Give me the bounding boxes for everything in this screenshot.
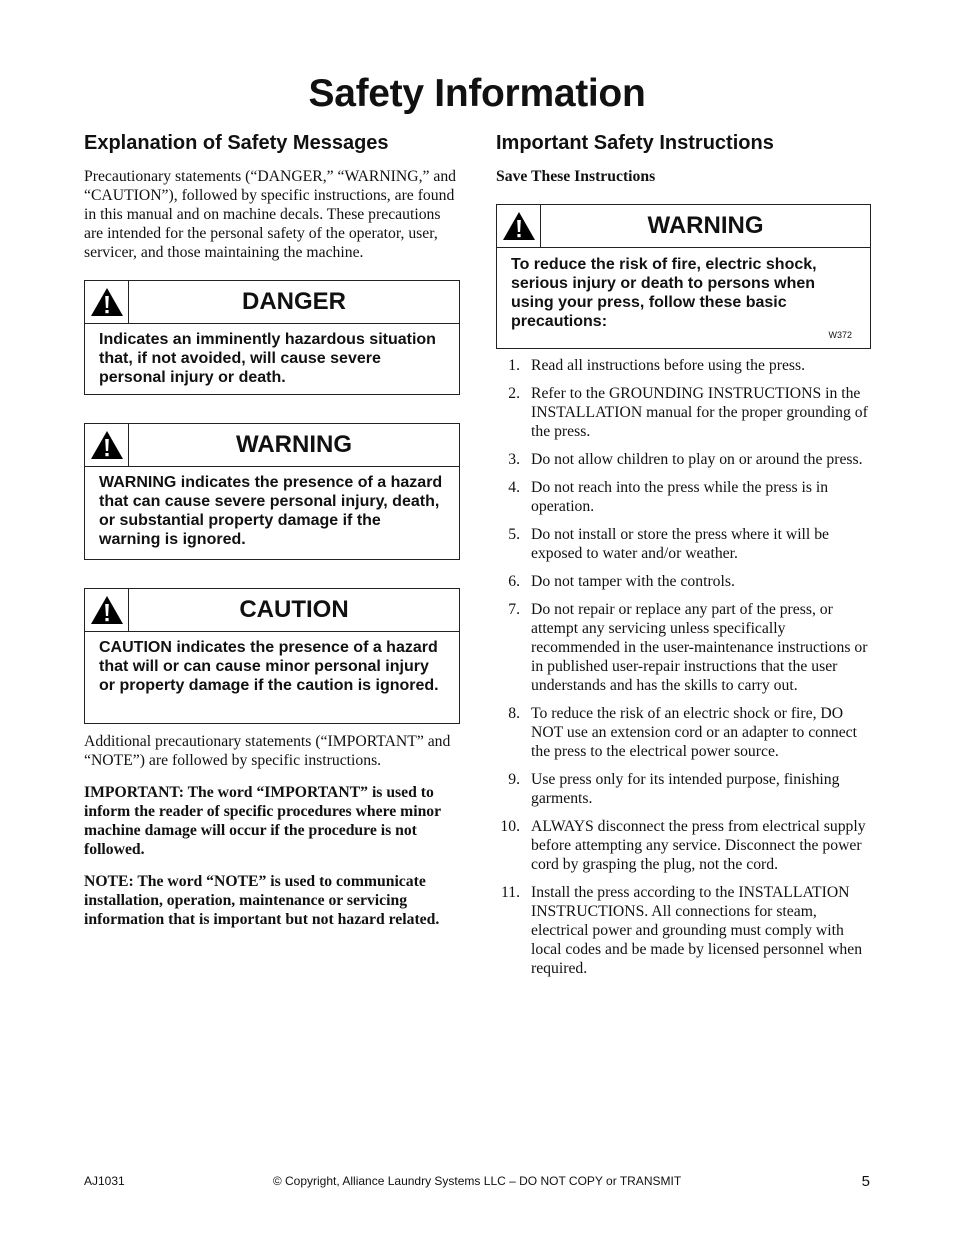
list-item	[496, 478, 872, 516]
list-item-text: Do not tamper with the controls.	[531, 573, 735, 590]
page-title: Safety Information	[308, 72, 646, 115]
additional-paragraph: Additional precautionary statements (“IMPORTANT” and “NOTE”) are followed by specific instructions.	[84, 733, 451, 769]
caution-header	[85, 589, 459, 632]
list-item	[496, 525, 872, 563]
list-item-text: Do not allow children to play on or around the press.	[531, 451, 863, 468]
list-item-number: 11.	[500, 884, 520, 901]
section-heading-explanation: Explanation of Safety Messages	[84, 132, 389, 154]
danger-label: DANGER	[241, 288, 346, 315]
list-item	[496, 883, 872, 978]
warning-triangle-icon	[85, 281, 129, 323]
list-item-text: Do not install or store the press where it will be exposed to water and/or weather.	[531, 526, 830, 562]
instructions-list	[496, 356, 872, 978]
danger-text: Indicates an imminently hazardous situation that, if not avoided, will cause severe personal injury or death.	[99, 331, 436, 386]
warning-triangle-icon	[85, 424, 129, 466]
list-item-text: To reduce the risk of an electric shock or fire, DO NOT use an extension cord or an adapter to connect the press to the electrical power source.	[531, 705, 857, 760]
danger-box	[84, 280, 460, 395]
list-item-text: Do not reach into the press while the press is in operation.	[531, 479, 829, 515]
list-item-number: 6.	[508, 573, 520, 590]
list-item-number: 5.	[508, 526, 520, 543]
list-item	[496, 384, 872, 441]
instructions-warning-header	[497, 205, 870, 248]
list-item-number: 4.	[508, 479, 520, 496]
list-item-text: Use press only for its intended purpose, finishing garments.	[531, 771, 840, 807]
list-item-number: 10.	[500, 818, 520, 835]
instructions-warning-label: WARNING	[647, 212, 764, 239]
caution-text: CAUTION indicates the presence of a hazard that will or can cause minor personal injury or property damage if the caution is ignored.	[99, 639, 439, 694]
copyright-notice: © Copyright, Alliance Laundry Systems LLC – DO NOT COPY or TRANSMIT	[272, 1174, 682, 1188]
list-item-text: ALWAYS disconnect the press from electrical supply before attempting any service. Disconnect the power cord by grasping the plug, not the cord.	[531, 818, 866, 873]
right-column	[496, 132, 872, 987]
list-item	[496, 450, 872, 469]
list-item	[496, 600, 872, 695]
caution-label: CAUTION	[239, 596, 349, 623]
doc-id: AJ1031	[84, 1174, 125, 1188]
left-column	[84, 132, 460, 929]
warning-text: WARNING indicates the presence of a hazard that can cause severe personal injury, death, or substantial property damage if the warning is ignored.	[99, 474, 443, 548]
list-item	[496, 572, 872, 591]
list-item	[496, 817, 872, 874]
intro-paragraph: Precautionary statements (“DANGER,” “WARNING,” and “CAUTION”), followed by specific instructions, are found in this manual and on machine decals. These precautions are intended for the personal safety of the operator, user, servicer, and those maintaining the machine.	[84, 168, 457, 261]
caution-box	[84, 588, 460, 724]
warning-header	[85, 424, 459, 467]
danger-header	[85, 281, 459, 324]
list-item-number: 3.	[508, 451, 520, 468]
list-item-number: 1.	[508, 357, 520, 374]
important-paragraph: IMPORTANT: The word “IMPORTANT” is used to inform the reader of specific procedures where minor machine damage will occur if the procedure is not followed.	[84, 784, 441, 858]
list-item	[496, 356, 872, 375]
list-item-number: 8.	[508, 705, 520, 722]
list-item	[496, 770, 872, 808]
list-item-number: 7.	[508, 601, 520, 618]
warning-triangle-icon	[497, 205, 541, 247]
warning-box	[84, 423, 460, 560]
warning-code: W372	[828, 330, 852, 340]
list-item-number: 2.	[508, 385, 520, 402]
list-item-number: 9.	[508, 771, 520, 788]
note-paragraph: NOTE: The word “NOTE” is used to communicate installation, operation, maintenance or servicing information that is important but not hazard related.	[84, 873, 440, 928]
instructions-warning-text: To reduce the risk of fire, electric shock, serious injury or death to persons when using your press, follow these basic precautions:	[511, 256, 817, 330]
page-number: 5	[861, 1173, 870, 1190]
list-item-text: Install the press according to the INSTALLATION INSTRUCTIONS. All connections for steam, electrical power and grounding must comply with local codes and be made by licensed personnel when required.	[531, 884, 863, 977]
list-item-text: Refer to the GROUNDING INSTRUCTIONS in the INSTALLATION manual for the proper grounding of the press.	[531, 385, 868, 440]
warning-label: WARNING	[236, 431, 352, 458]
section-heading-instructions: Important Safety Instructions	[496, 132, 774, 154]
instructions-warning-box	[496, 204, 871, 349]
list-item-text: Do not repair or replace any part of the press, or attempt any servicing unless specifically recommended in the user-maintenance instructions or in published user-repair instructions that the user understands and has the skills to carry out.	[531, 601, 868, 694]
save-instructions-subheading: Save These Instructions	[496, 168, 656, 185]
list-item	[496, 704, 872, 761]
warning-triangle-icon	[85, 589, 129, 631]
list-item-text: Read all instructions before using the press.	[531, 357, 806, 374]
